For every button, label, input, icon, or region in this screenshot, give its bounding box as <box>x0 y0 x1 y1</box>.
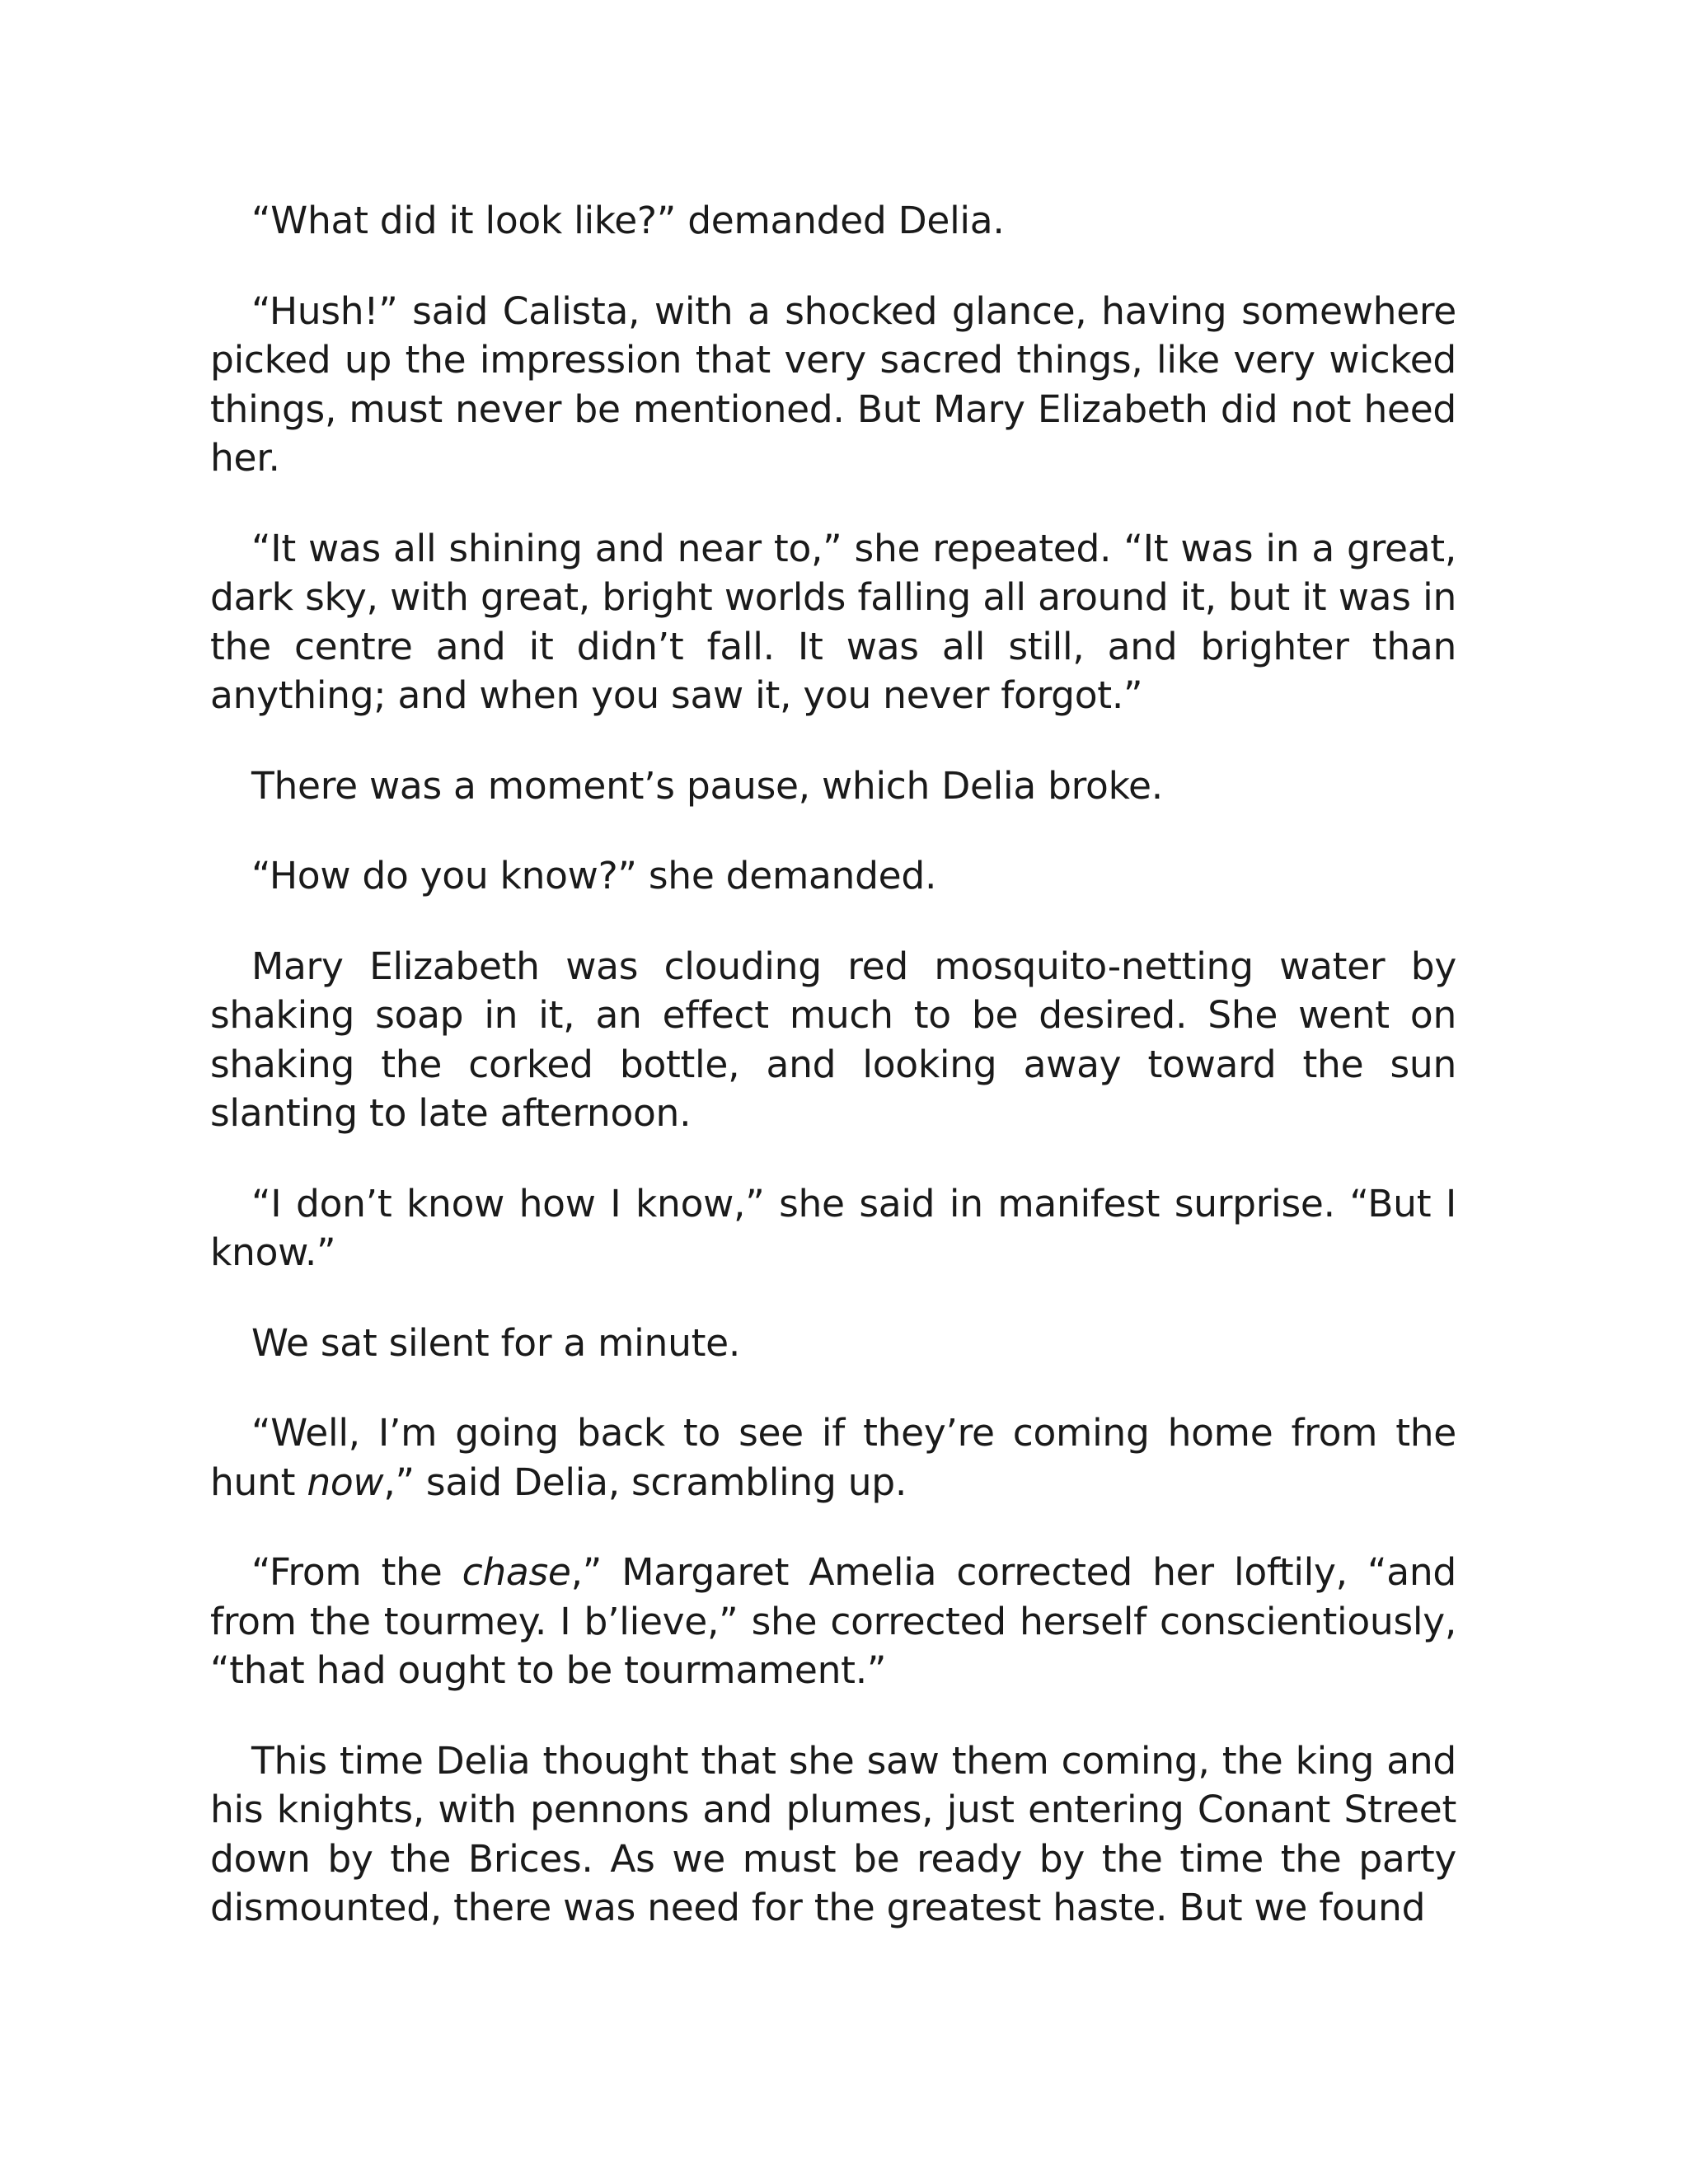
paragraph-8 <box>210 1319 1456 1368</box>
paragraph-9 <box>210 1408 1456 1507</box>
italic-run: chase <box>462 1550 571 1594</box>
text-run: Mary Elizabeth was clouding red mosquito-netting water by shaking soap in it, an effect much to be desired. She went on shaking the corked bottle, and looking away toward the sun slanting to late afternoon. <box>210 944 1456 1135</box>
text-run: “How do you know?” she demanded. <box>251 854 937 898</box>
paragraph-6 <box>210 942 1456 1138</box>
paragraph-7 <box>210 1179 1456 1277</box>
text-run: There was a moment’s pause, which Delia broke. <box>251 763 1163 808</box>
text-run: We sat silent for a minute. <box>251 1320 740 1365</box>
text-run: “It was all shining and near to,” she repeated. “It was in a great, dark sky, with great, bright worlds falling all around it, but it was in the centre and it didn’t fall. It was all still, and brighter than anything; and when you saw it, you never forgot.” <box>210 526 1456 717</box>
text-run: “I don’t know how I know,” she said in manifest surprise. “But I know.” <box>210 1181 1456 1274</box>
paragraph-5 <box>210 851 1456 901</box>
paragraph-10 <box>210 1548 1456 1695</box>
paragraph-11 <box>210 1736 1456 1933</box>
paragraph-1 <box>210 196 1456 246</box>
italic-run: now <box>307 1460 384 1504</box>
text-run: ,” said Delia, scrambling up. <box>383 1460 907 1504</box>
text-run: ,” Margaret Amelia corrected her loftily, “and from the tourmey. I b’lieve,” she corrected herself conscientiously, “that had ought to be tourmament.” <box>210 1550 1456 1692</box>
text-run: “Well, I’m going back to see if they’re coming home from the hunt <box>210 1411 1456 1504</box>
paragraph-2 <box>210 287 1456 483</box>
text-run: “Hush!” said Calista, with a shocked glance, having somewhere picked up the impression that very sacred things, like very wicked things, must never be mentioned. But Mary Elizabeth did not heed her. <box>210 288 1456 480</box>
paragraph-4 <box>210 762 1456 811</box>
paragraph-3 <box>210 524 1456 720</box>
text-run: “What did it look like?” demanded Delia. <box>251 199 1005 242</box>
text-run: “From the <box>251 1550 462 1594</box>
page-body <box>210 196 1456 1974</box>
text-run: This time Delia thought that she saw them coming, the king and his knights, with pennons and plumes, just entering Conant Street down by the Brices. As we must be ready by the time the party dismounted, there was need for the greatest haste. But we found <box>210 1738 1456 1929</box>
